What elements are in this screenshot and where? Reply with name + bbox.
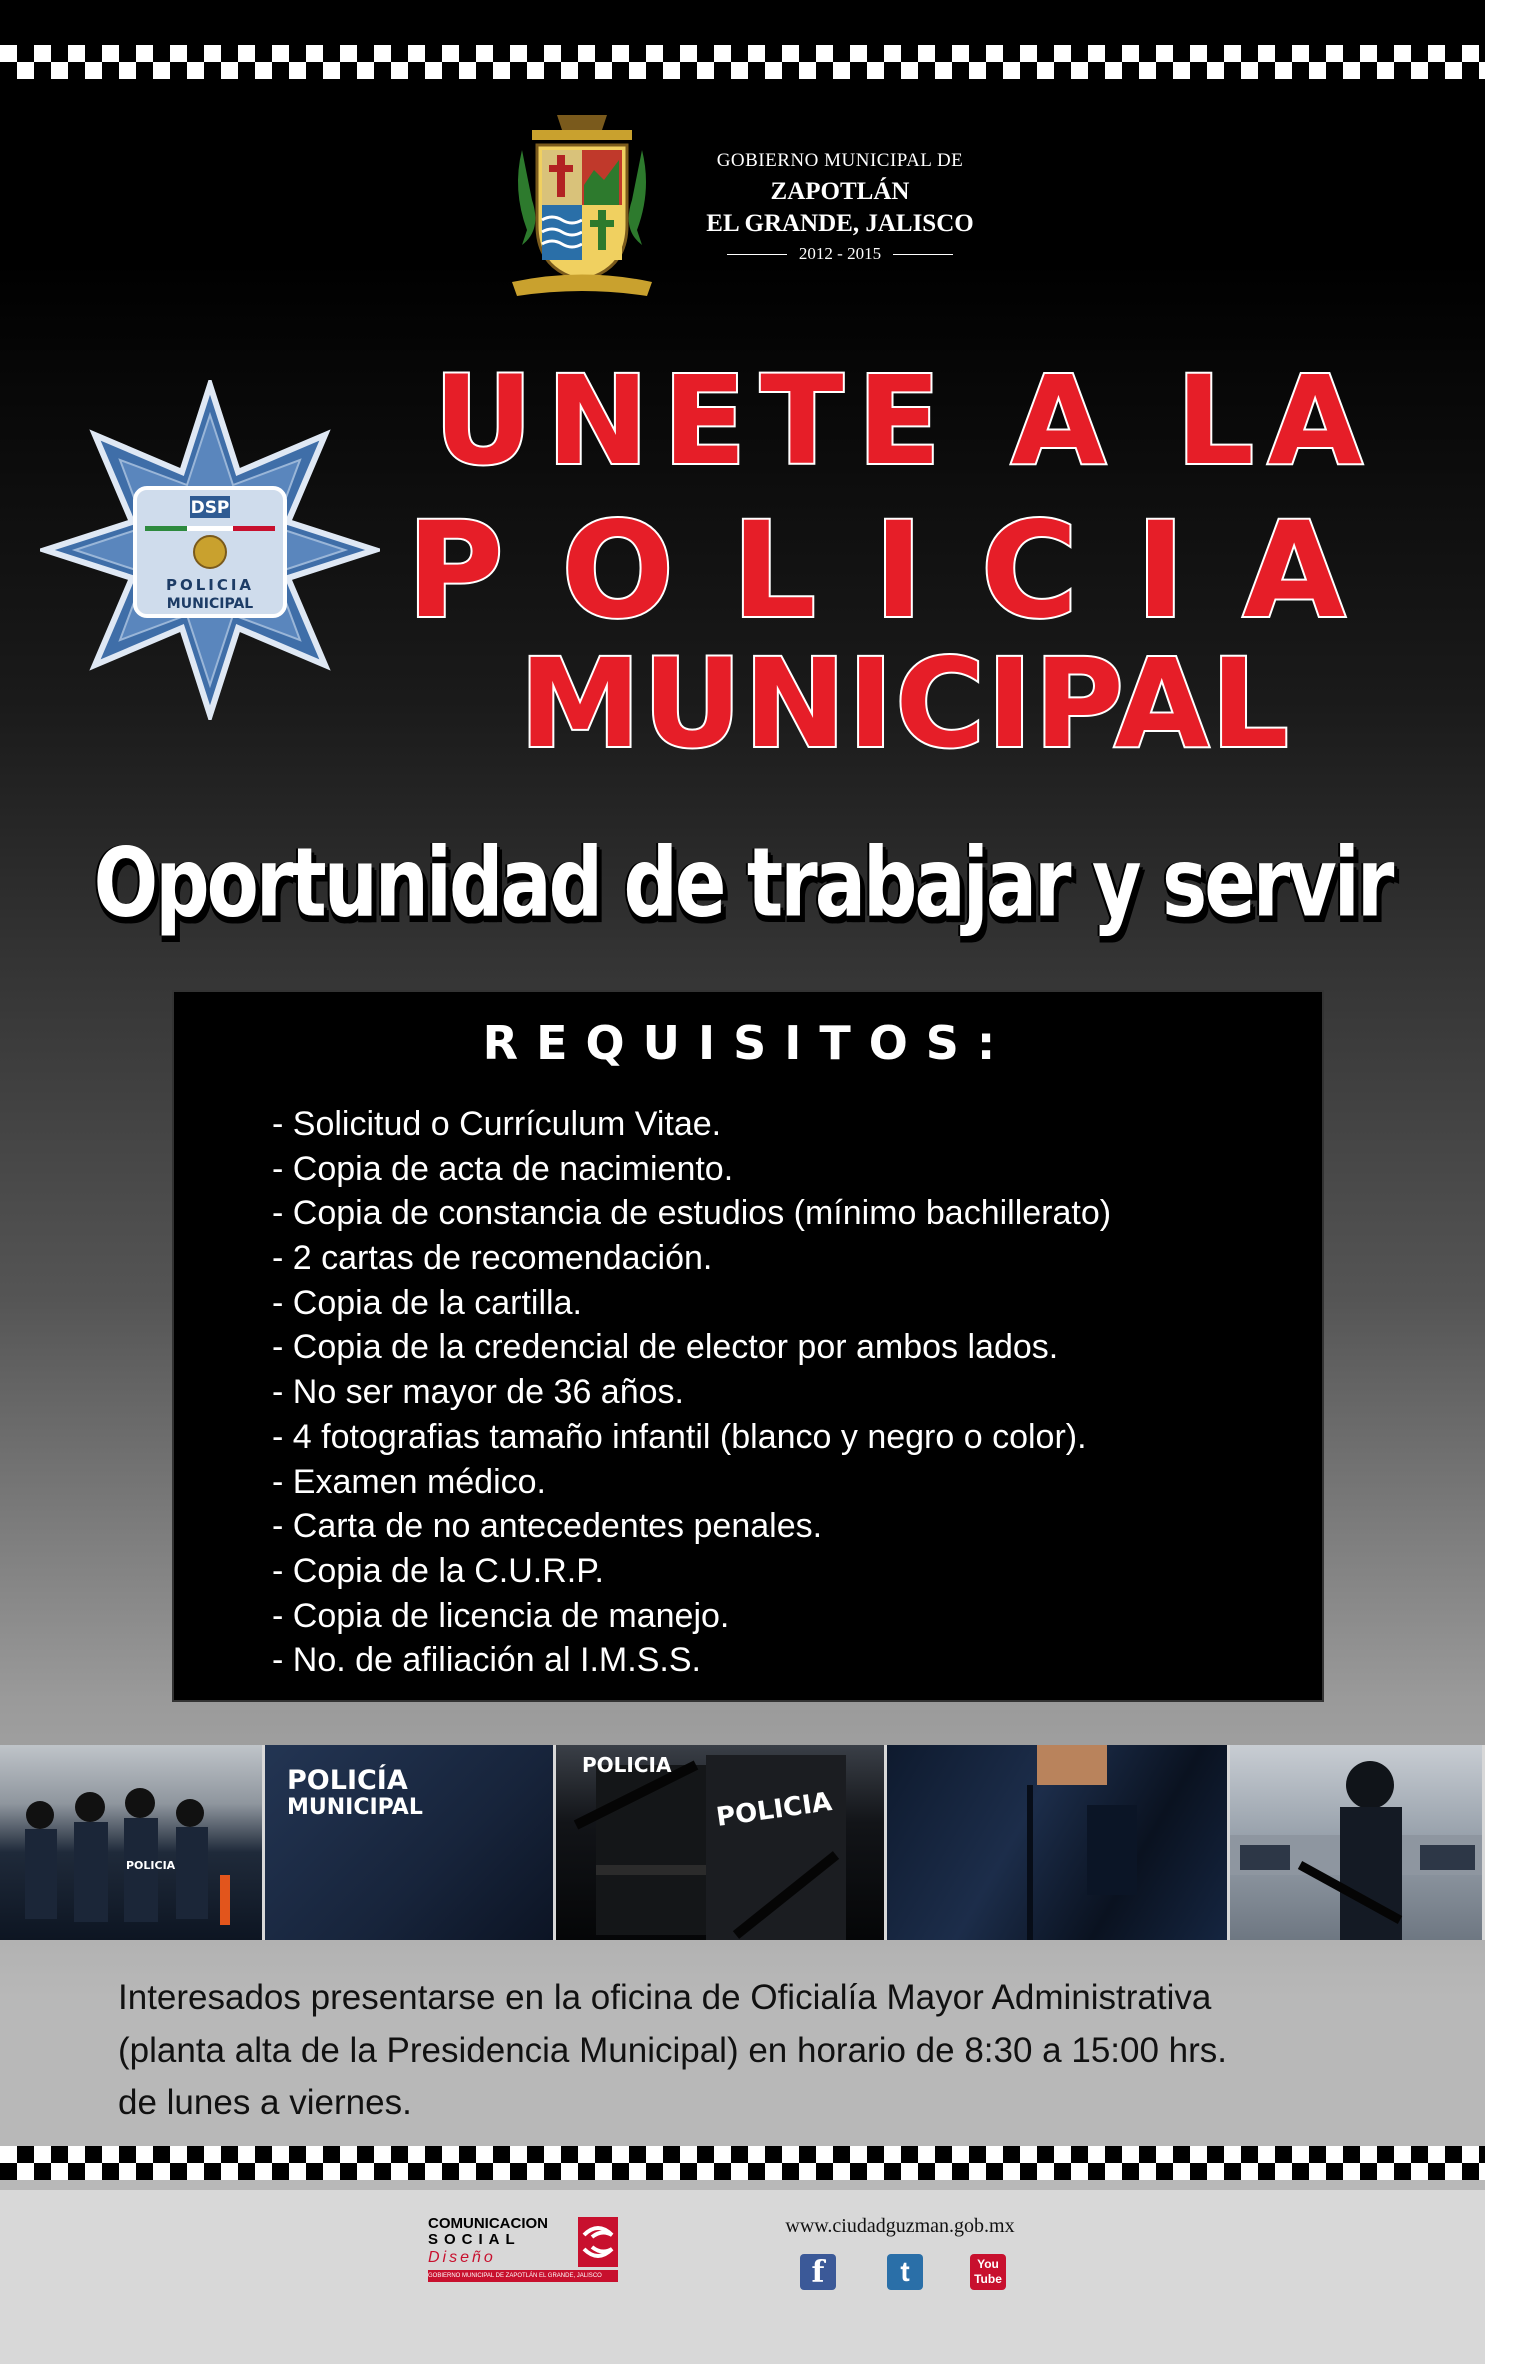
requirement-item: - Carta de no antecedentes penales.: [272, 1507, 823, 1546]
photo-armed-officer: [1230, 1745, 1482, 1940]
requirement-item: - Copia de acta de nacimiento.: [272, 1149, 734, 1188]
divider: [727, 254, 787, 255]
slogan: Oportunidad de trabajar y servir: [93, 826, 1392, 939]
armed-officer-icon: [1230, 1745, 1482, 1940]
headline-line-2: POLICIA: [406, 494, 1404, 648]
photo-vest-closeup: [887, 1745, 1227, 1940]
requirement-item: - Copia de la credencial de elector por ambos lados.: [272, 1328, 1059, 1367]
government-heading: [690, 150, 990, 264]
photo-tag: POLICIA: [714, 1787, 834, 1833]
comunicacion-social-logo: [428, 2215, 618, 2285]
info-line-1: Interesados presentarse en la oficina de Oficialía Mayor Administrativa: [118, 1978, 1212, 2017]
requirement-item: - Copia de licencia de manejo.: [272, 1596, 730, 1635]
requirement-item: - 4 fotografias tamaño infantil (blanco y negro o color).: [272, 1417, 1087, 1456]
photo-tag: POLICIA: [582, 1753, 672, 1777]
youtube-label-1: You: [977, 2257, 999, 2271]
badge-dsp: DSP: [190, 498, 230, 518]
requirement-item: - 2 cartas de recomendación.: [272, 1239, 713, 1278]
website-link[interactable]: www.ciudadguzman.gob.mx: [785, 2215, 1015, 2237]
facebook-icon[interactable]: f: [800, 2254, 836, 2290]
cs-logo-subtitle: GOBIERNO MUNICIPAL DE ZAPOTLÁN EL GRANDE, JALISCO: [428, 2270, 618, 2282]
vest-closeup-icon: [887, 1745, 1227, 1940]
government-term: [690, 244, 990, 264]
badge-line-2: MUNICIPAL: [166, 596, 254, 612]
riot-squad-figures-icon: [0, 1745, 262, 1940]
requirements-list: [272, 1102, 1111, 1683]
checkered-band-bottom: [0, 2146, 1485, 2180]
headline-line-3: MUNICIPAL: [519, 633, 1291, 775]
photo-riot-squad: [0, 1745, 262, 1940]
photo-tag: POLICÍA: [287, 1765, 408, 1796]
twitter-icon[interactable]: t: [887, 2254, 923, 2290]
checkered-band-top: [0, 45, 1485, 79]
requirement-item: - Copia de la C.U.R.P.: [272, 1551, 604, 1590]
youtube-label-2: Tube: [974, 2272, 1002, 2286]
requirement-item: - No. de afiliación al I.M.S.S.: [272, 1641, 701, 1680]
government-line-2: ZAPOTLÁN: [770, 178, 910, 205]
requirement-item: - No ser mayor de 36 años.: [272, 1373, 684, 1412]
headline-line-1: UNETE A LA: [433, 350, 1377, 492]
photo-tag: MUNICIPAL: [287, 1795, 423, 1820]
government-line-1: GOBIERNO MUNICIPAL DE: [716, 150, 964, 171]
requirement-item: - Copia de constancia de estudios (mínimo bachillerato): [272, 1194, 1112, 1233]
info-line-3: de lunes a viernes.: [118, 2083, 412, 2122]
badge-line-1: POLICIA: [165, 576, 255, 594]
footer: [0, 2190, 1485, 2364]
contact-information: [118, 1972, 1378, 2130]
requirement-item: - Copia de la cartilla.: [272, 1283, 582, 1322]
term-years: 2012 - 2015: [798, 244, 882, 263]
cs-logo-line-2: SOCIAL: [428, 2231, 521, 2248]
divider: [893, 254, 953, 255]
police-photo-strip: [0, 1745, 1485, 1940]
photo-tag: POLICIA: [126, 1859, 176, 1872]
photo-uniform-back: [265, 1745, 553, 1940]
requirement-item: - Solicitud o Currículum Vitae.: [272, 1105, 722, 1143]
municipal-coat-of-arms-icon: [502, 110, 662, 310]
photo-officers-batons: [556, 1745, 884, 1940]
government-line-3: EL GRANDE, JALISCO: [706, 210, 974, 237]
youtube-icon[interactable]: [970, 2254, 1006, 2290]
info-line-2: (planta alta de la Presidencia Municipal) en horario de 8:30 a 15:00 hrs.: [118, 2030, 1228, 2070]
requirements-panel: [172, 990, 1324, 1702]
swirl-icon: [578, 2217, 618, 2267]
requirements-title: REQUISITOS:: [482, 1016, 1014, 1070]
police-star-badge-icon: [40, 380, 380, 720]
cs-logo-line-1: COMUNICACION: [428, 2215, 548, 2232]
cs-logo-line-3: Diseño: [428, 2249, 496, 2266]
requirement-item: - Examen médico.: [272, 1462, 546, 1501]
